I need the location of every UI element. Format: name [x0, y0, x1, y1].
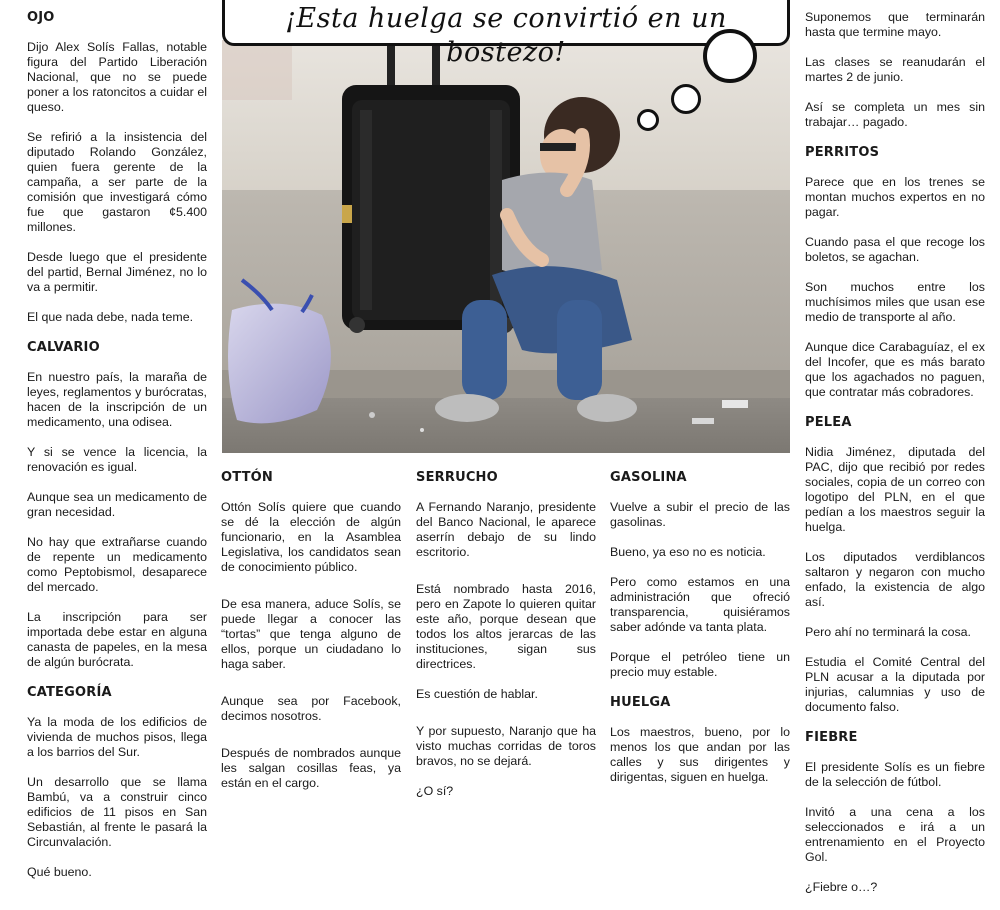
section-heading-categoria: CATEGORÍA — [27, 685, 112, 700]
paragraph: Cuando pasa el que recoge los boletos, se agachan. — [805, 235, 985, 264]
section-heading-serrucho: SERRUCHO — [416, 470, 498, 485]
paragraph: Así se completa un mes sin trabajar… pagado. — [805, 100, 985, 129]
paragraph: Se refirió a la insistencia del diputado Rolando González, quien fuera gerente de la campaña, a ser parte de la comisión que investigará cómo fue que gastaron ¢5.400 millones. — [27, 130, 207, 234]
photo-illustration — [222, 40, 790, 453]
paragraph: Ottón Solís quiere que cuando se dé la elección de algún funcionario, en la Asamblea Legislativa, los candidatos sean de conocimiento público. — [221, 500, 401, 574]
paragraph: Aunque sea por Facebook, decimos nosotros. — [221, 694, 401, 723]
paragraph: Y por supuesto, Naranjo que ha visto muchas corridas de toros bravos, no se dejará. — [416, 724, 596, 768]
paragraph: Ya la moda de los edificios de vivienda de muchos pisos, llega a los barrios del Sur. — [27, 715, 207, 759]
news-photo — [222, 40, 790, 453]
right-column — [805, 10, 985, 910]
paragraph: Nidia Jiménez, diputada del PAC, dijo que recibió por redes sociales, copia de un correo con logotipo del PLN, en el que pedían a los maestros seguir la huelga. — [805, 445, 985, 534]
paragraph: Los maestros, bueno, por lo menos los que andan por las calles y sus dirigentes y dirigentas, siguen en huelga. — [610, 725, 790, 784]
paragraph: Pero como estamos en una administración que ofreció transparencia, quisiéramos saber adónde va tanta plata. — [610, 575, 790, 634]
headline: ¡Esta huelga se convirtió en un bostezo! — [285, 3, 727, 68]
paragraph: Aunque dice Carabaguíaz, el ex del Incofer, que es más barato que los agachados no paguen, que contratar más cobradores. — [805, 340, 985, 399]
paragraph: De esa manera, aduce Solís, se puede llegar a conocer las “tortas” que tenga alguno de ellos, porque un ciudadano lo haga saber. — [221, 597, 401, 671]
paragraph: Dijo Alex Solís Fallas, notable figura del Partido Liberación Nacional, que no se puede poner a los ratoncitos a cuidar el queso. — [27, 40, 207, 114]
paragraph: Parece que en los trenes se montan muchos expertos en no pagar. — [805, 175, 985, 219]
headline-speech-bubble — [222, 0, 790, 68]
paragraph: Estudia el Comité Central del PLN acusar a la diputada por injurias, calumnias y uso de documento falso. — [805, 655, 985, 714]
thought-bubble-small — [637, 109, 659, 131]
paragraph: Invitó a una cena a los seleccionados e irá a un entrenamiento en el Proyecto Gol. — [805, 805, 985, 864]
paragraph: Suponemos que terminarán hasta que termine mayo. — [805, 10, 985, 39]
paragraph: No hay que extrañarse cuando de repente un medicamento como Peptobismol, desaparece del mercado. — [27, 535, 207, 594]
paragraph: El presidente Solís es un fiebre de la selección de fútbol. — [805, 760, 985, 789]
center-column-3 — [610, 470, 790, 800]
thought-bubble-large — [703, 29, 757, 83]
paragraph: Vuelve a subir el precio de las gasolinas. — [610, 500, 790, 529]
paragraph: Desde luego que el presidente del partid, Bernal Jiménez, no lo va a permitir. — [27, 250, 207, 294]
section-heading-pelea: PELEA — [805, 415, 852, 430]
paragraph: Bueno, ya eso no es noticia. — [610, 545, 766, 559]
section-heading-calvario: CALVARIO — [27, 340, 100, 355]
section-heading-fiebre: FIEBRE — [805, 730, 858, 745]
paragraph: Porque el petróleo tiene un precio muy estable. — [610, 650, 790, 679]
section-heading-perritos: PERRITOS — [805, 145, 880, 160]
section-heading-otton: OTTÓN — [221, 470, 274, 485]
paragraph: Es cuestión de hablar. — [416, 687, 538, 701]
paragraph: A Fernando Naranjo, presidente del Banco Nacional, le aparece aserrín debajo de su lindo escritorio. — [416, 500, 596, 559]
paragraph: Está nombrado hasta 2016, pero en Zapote lo quieren quitar este año, porque desean que todos los altos jerarcas de las instituciones, sigan sus directrices. — [416, 582, 596, 671]
paragraph: Y si se vence la licencia, la renovación es igual. — [27, 445, 207, 474]
left-column — [27, 10, 207, 895]
paragraph: En nuestro país, la maraña de leyes, reglamentos y burócratas, hacen de la inscripción de un medicamento, una odisea. — [27, 370, 207, 429]
paragraph: Pero ahí no terminará la cosa. — [805, 625, 971, 639]
paragraph: Un desarrollo que se llama Bambú, va a construir cinco edificios de 11 pisos en San Sebastián, al frente le pasará la Circunvalación. — [27, 775, 207, 849]
section-heading-ojo: OJO — [27, 10, 55, 25]
paragraph: Qué bueno. — [27, 865, 92, 879]
section-heading-huelga: HUELGA — [610, 695, 671, 710]
paragraph: ¿Fiebre o…? — [805, 880, 878, 894]
thought-bubble-medium — [671, 84, 701, 114]
paragraph: Aunque sea un medicamento de gran necesidad. — [27, 490, 207, 519]
center-column-2 — [416, 470, 596, 814]
paragraph: Las clases se reanudarán el martes 2 de junio. — [805, 55, 985, 84]
paragraph: ¿O sí? — [416, 784, 454, 798]
paragraph: La inscripción para ser importada debe estar en alguna canasta de papeles, en la mesa de algún burócrata. — [27, 610, 207, 669]
section-heading-gasolina: GASOLINA — [610, 470, 687, 485]
paragraph: Después de nombrados aunque les salgan cosillas feas, ya están en el cargo. — [221, 746, 401, 790]
paragraph: Los diputados verdiblancos saltaron y negaron con mucho enfado, la existencia de algo así. — [805, 550, 985, 609]
paragraph: El que nada debe, nada teme. — [27, 310, 194, 324]
paragraph: Son muchos entre los muchísimos miles que usan ese medio de transporte al año. — [805, 280, 985, 324]
center-column-1 — [221, 470, 401, 806]
